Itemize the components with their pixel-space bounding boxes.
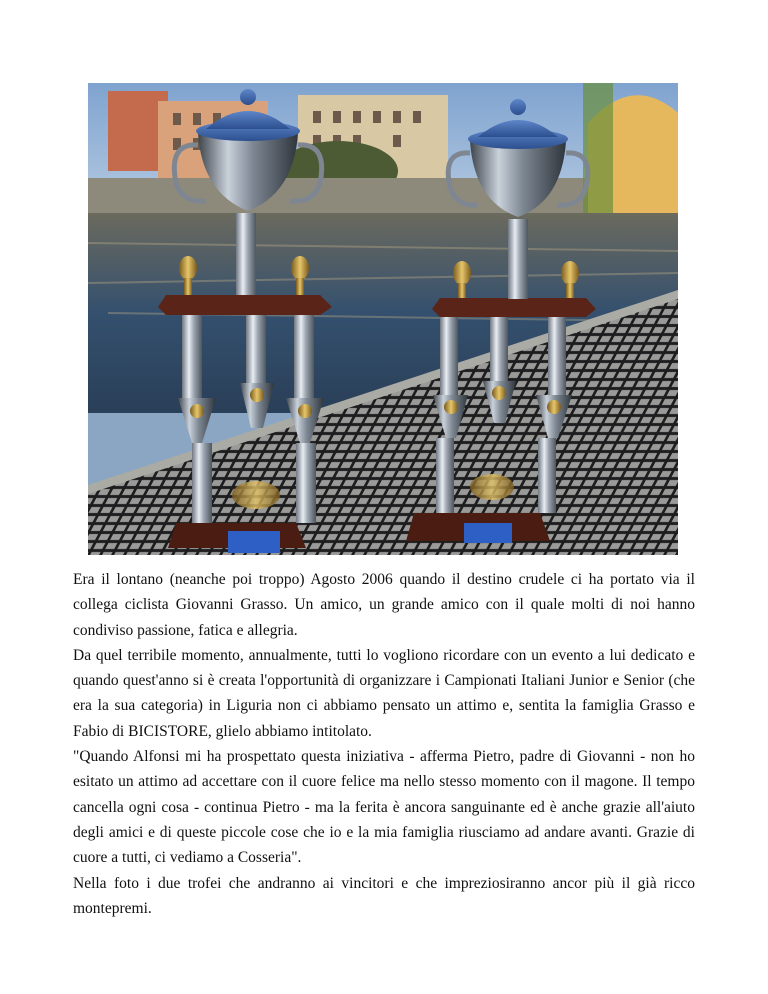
plaque-left [228,531,280,553]
trophies-illustration [88,83,678,555]
paragraph-4: Nella foto i due trofei che andranno ai vincitori e che impreziosiranno ancor più il già ricco montepremi. [73,874,695,917]
paragraph-2: Da quel terribile momento, annualmente, tutti lo vogliono ricordare con un evento a lui dedicato e quando quest'anno si è creata l'opportunità di organizzare i Campionati Italiani Junior e Senior (che era la sua categoria) in Liguria non ci abbiamo pensato un attimo e, sentita la famiglia Grasso e Fabio di BICISTORE, glielo abbiamo intitolato. [73,646,695,740]
trophies-photo [88,83,678,555]
plaque-right [464,523,512,543]
paragraph-3: "Quando Alfonsi mi ha prospettato questa iniziativa - afferma Pietro, padre di Giovanni - non ho esitato un attimo ad accettare con il cuore felice ma nello stesso momento con il magone. Il tempo cancella ogni cosa - continua Pietro - ma la ferita è ancora sanguinante ed è anche grazie all'aiuto degli amici e di queste piccole cose che io e la mia famiglia riusciamo ad andare avanti. Grazie di cuore a tutti, ci vediamo a Cosseria". [73,748,695,867]
paragraph-1: Era il lontano (neanche poi troppo) Agosto 2006 quando il destino crudele ci ha portato via il collega ciclista Giovanni Grasso. Un amico, un grande amico con il quale molti di noi hanno condiviso passione, fatica e allegria. [73,571,695,639]
article-body [73,567,695,921]
